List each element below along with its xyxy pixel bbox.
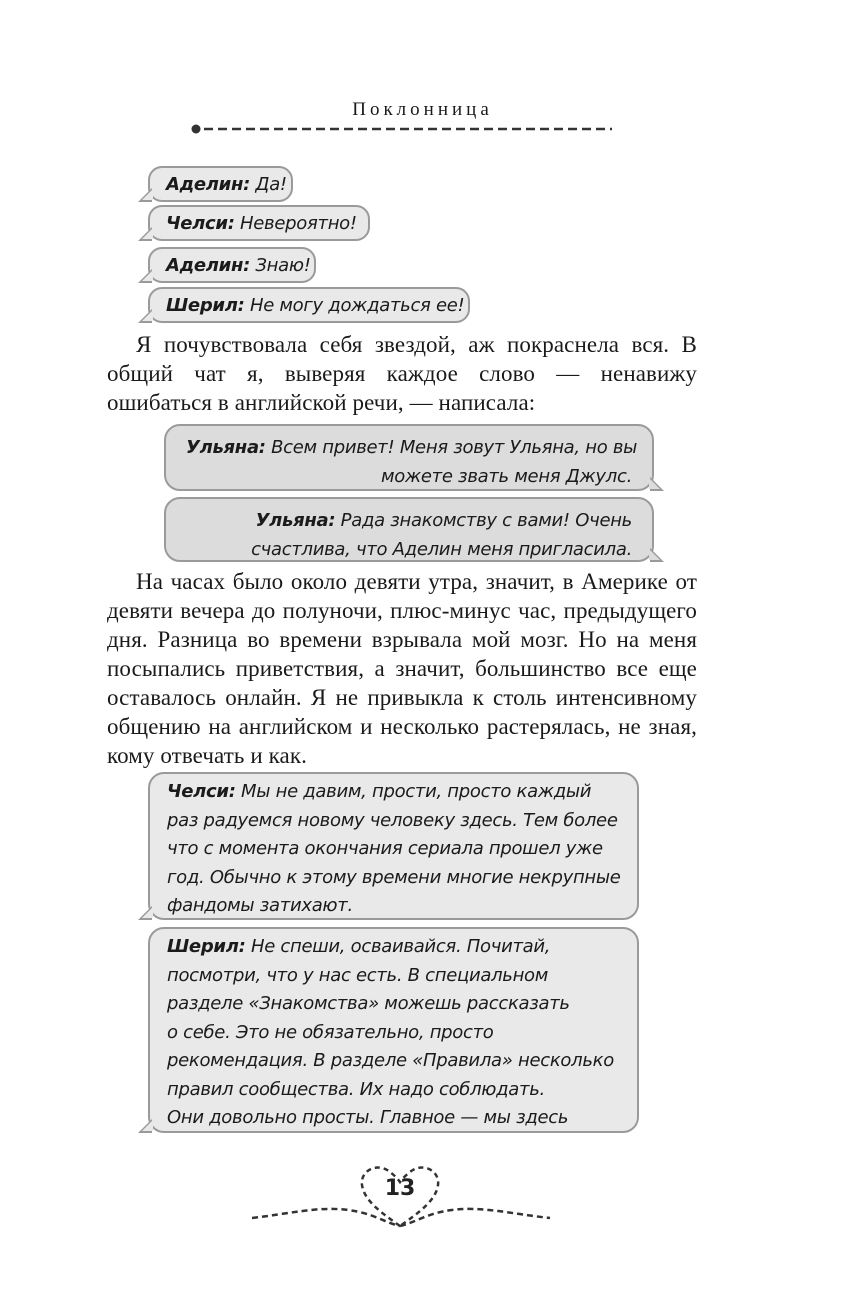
message-author: Челси: <box>166 213 235 234</box>
chat-message <box>148 287 470 323</box>
message-text: Они довольно просты. Главное — мы здесь <box>167 1107 569 1128</box>
message-text: посмотри, что у нас есть. В специальном <box>167 964 549 986</box>
own-chat-message <box>164 424 654 491</box>
message-text: Невероятно! <box>234 213 357 234</box>
message-text: Мы не давим, прости, просто каждый <box>235 781 592 802</box>
chat-message <box>148 205 370 241</box>
message-text: что с момента окончания сериала прошел уже <box>167 838 603 859</box>
message-text: год. Обычно к этому времени многие некрупные <box>167 866 621 888</box>
message-text: раз радуемся новому человеку здесь. Тем более <box>167 809 618 831</box>
message-text: можете звать меня Джулс. <box>380 466 632 487</box>
message-text: Знаю! <box>250 255 311 276</box>
page-number: 13 <box>384 1176 416 1201</box>
message-text: Рада знакомству с вами! Очень <box>335 510 632 531</box>
chat-message <box>148 247 316 283</box>
body-paragraph: Я почувствовала себя звездой, аж покраснела вся. В общий чат я, выверяя каждое слово — ненавижу ошибаться в английской речи, — написала: <box>107 332 697 415</box>
message-author: Шерил: <box>166 295 245 316</box>
message-text: фандомы затихают. <box>167 895 353 916</box>
message-text: счастлива, что Аделин меня пригласила. <box>251 539 632 560</box>
message-text: Да! <box>250 174 287 195</box>
message-author: Аделин: <box>166 174 251 195</box>
message-author: Ульяна: <box>255 510 336 531</box>
message-author: Челси: <box>167 781 236 802</box>
own-chat-message <box>164 497 654 562</box>
header-dashed-rule <box>188 122 618 136</box>
message-text: Не могу дождаться ее! <box>244 295 465 316</box>
message-text: разделе «Знакомства» можешь рассказать <box>167 993 570 1014</box>
message-author: Аделин: <box>166 255 251 276</box>
message-text: о себе. Это не обязательно, просто <box>167 1021 494 1043</box>
message-author: Ульяна: <box>186 437 266 458</box>
chat-message <box>148 927 639 1133</box>
running-head-title: Поклонница <box>352 99 493 120</box>
message-author: Шерил: <box>167 936 246 957</box>
message-text: правил сообщества. Их надо соблюдать. <box>167 1078 545 1100</box>
body-paragraph: На часах было около девяти утра, значит, в Америке от девяти вечера до полуночи, плюс-минус час, предыдущего дня. Разница во времени взрывала мой мозг. Но на меня посыпались приветствия, а значит, большинство все еще оставалось онлайн. Я не привыкла к столь интенсивному общению на английском и несколько растерялась, не зная, кому отвечать и как. <box>107 569 697 768</box>
message-text: рекомендация. В разделе «Правила» несколько <box>167 1050 614 1071</box>
chat-message <box>148 772 639 920</box>
chat-message <box>148 166 293 202</box>
message-text: Всем привет! Меня зовут Ульяна, но вы <box>265 437 638 458</box>
message-text: Не спеши, осваивайся. Почитай, <box>245 936 551 957</box>
